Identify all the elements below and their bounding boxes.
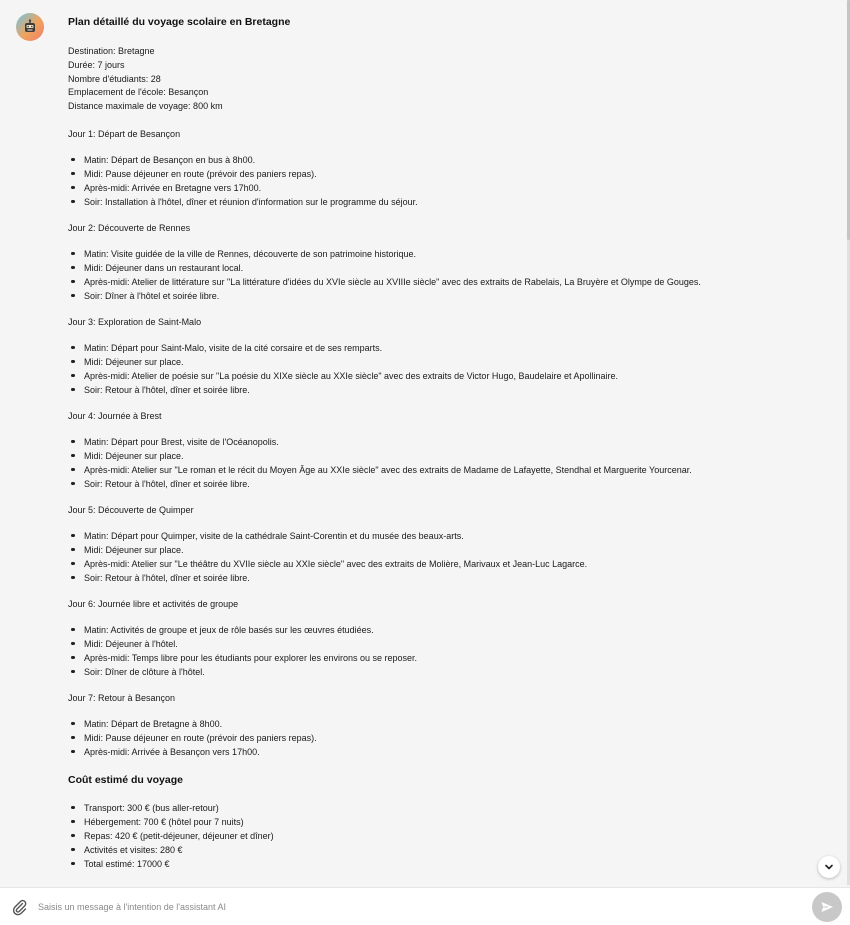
info-line: Emplacement de l'école: Besançon: [68, 87, 209, 98]
list-item: Midi: Pause déjeuner en route (prévoir des paniers repas).: [68, 731, 828, 745]
list-item: Matin: Départ pour Quimper, visite de la cathédrale Saint-Corentin et du musée des beaux-arts.: [68, 529, 828, 543]
day-title: Jour 6: Journée libre et activités de groupe: [68, 598, 239, 609]
day-list: [68, 153, 828, 209]
day-section: [68, 127, 828, 209]
list-item: Matin: Départ pour Brest, visite de l'Océanopolis.: [68, 435, 828, 449]
list-item: Matin: Activités de groupe et jeux de rôle basés sur les œuvres étudiées.: [68, 623, 828, 637]
cost-list: [68, 801, 828, 871]
list-item: Soir: Retour à l'hôtel, dîner et soirée libre.: [68, 571, 828, 585]
day-title: Jour 1: Départ de Besançon: [68, 128, 181, 139]
day-list: [68, 623, 828, 679]
list-item: Soir: Retour à l'hôtel, dîner et soirée libre.: [68, 383, 828, 397]
day-list: [68, 529, 828, 585]
robot-icon: [22, 19, 38, 35]
list-item: Après-midi: Temps libre pour les étudiants pour explorer les environs ou se reposer.: [68, 651, 828, 665]
day-section: [68, 315, 828, 397]
info-line: Destination: Bretagne: [68, 46, 155, 56]
attach-button[interactable]: [10, 898, 28, 916]
list-item: Midi: Déjeuner sur place.: [68, 543, 828, 557]
list-item: Activités et visites: 280 €: [68, 843, 828, 857]
list-item: Transport: 300 € (bus aller-retour): [68, 801, 828, 815]
day-section: [68, 597, 828, 679]
day-list: [68, 341, 828, 397]
day-list: [68, 247, 828, 303]
day-list: [68, 717, 828, 759]
message-input[interactable]: [38, 896, 798, 918]
list-item: Après-midi: Arrivée en Bretagne vers 17h00.: [68, 181, 828, 195]
list-item: Total estimé: 17000 €: [68, 857, 828, 871]
day-section: [68, 503, 828, 585]
day-title: Jour 3: Exploration de Saint-Malo: [68, 316, 202, 327]
list-item: Soir: Dîner de clôture à l'hôtel.: [68, 665, 828, 679]
list-item: Après-midi: Atelier sur "Le roman et le récit du Moyen Âge au XXIe siècle" avec des extraits de Madame de Lafayette, Stendhal et Marguerite Yourcenar.: [68, 463, 828, 477]
info-line: Distance maximale de voyage: 800 km: [68, 101, 223, 112]
list-item: Soir: Installation à l'hôtel, dîner et réunion d'information sur le programme du séjour.: [68, 195, 828, 209]
day-title: Jour 5: Découverte de Quimper: [68, 504, 194, 515]
list-item: Midi: Déjeuner sur place.: [68, 355, 828, 369]
day-section: [68, 691, 828, 759]
list-item: Matin: Visite guidée de la ville de Rennes, découverte de son patrimoine historique.: [68, 247, 828, 261]
message-title: Plan détaillé du voyage scolaire en Bretagne: [68, 16, 291, 28]
list-item: Midi: Pause déjeuner en route (prévoir des paniers repas).: [68, 167, 828, 181]
list-item: Après-midi: Atelier de poésie sur "La poésie du XIXe siècle au XXIe siècle" avec des extraits de Victor Hugo, Baudelaire et Apollinaire.: [68, 369, 828, 383]
chevron-down-icon: [824, 862, 834, 872]
list-item: Soir: Retour à l'hôtel, dîner et soirée libre.: [68, 477, 828, 491]
scroll-down-button[interactable]: [818, 856, 840, 878]
list-item: Matin: Départ de Bretagne à 8h00.: [68, 717, 828, 731]
day-title: Jour 4: Journée à Brest: [68, 410, 162, 421]
list-item: Après-midi: Arrivée à Besançon vers 17h00.: [68, 745, 828, 759]
day-list: [68, 435, 828, 491]
list-item: Hébergement: 700 € (hôtel pour 7 nuits): [68, 815, 828, 829]
send-arrow-icon: [820, 900, 834, 914]
list-item: Après-midi: Atelier sur "Le théâtre du XVIIe siècle au XXIe siècle" avec des extraits de Molière, Marivaux et Jean-Luc Lagarce.: [68, 557, 828, 571]
assistant-message: [68, 15, 828, 883]
message-composer: [0, 887, 850, 925]
list-item: Midi: Déjeuner dans un restaurant local.: [68, 261, 828, 275]
paperclip-icon: [10, 898, 28, 916]
list-item: Matin: Départ de Besançon en bus à 8h00.: [68, 153, 828, 167]
list-item: Midi: Déjeuner sur place.: [68, 449, 828, 463]
list-item: Midi: Déjeuner à l'hôtel.: [68, 637, 828, 651]
list-item: Après-midi: Atelier de littérature sur "La littérature d'idées du XVIe siècle au XVIIIe siècle" avec des extraits de Rabelais, La Bruyère et Olympe de Gouges.: [68, 275, 828, 289]
info-line: Nombre d'étudiants: 28: [68, 73, 161, 84]
info-line: Durée: 7 jours: [68, 59, 125, 70]
list-item: Matin: Départ pour Saint-Malo, visite de la cité corsaire et de ses remparts.: [68, 341, 828, 355]
day-section: [68, 221, 828, 303]
list-item: Repas: 420 € (petit-déjeuner, déjeuner et dîner): [68, 829, 828, 843]
list-item: Soir: Dîner à l'hôtel et soirée libre.: [68, 289, 828, 303]
assistant-avatar: [16, 13, 44, 41]
send-button[interactable]: [812, 892, 842, 922]
day-section: [68, 409, 828, 491]
day-title: Jour 2: Découverte de Rennes: [68, 222, 191, 233]
trip-info: [68, 45, 828, 114]
cost-title: Coût estimé du voyage: [68, 773, 183, 786]
day-title: Jour 7: Retour à Besançon: [68, 692, 176, 703]
